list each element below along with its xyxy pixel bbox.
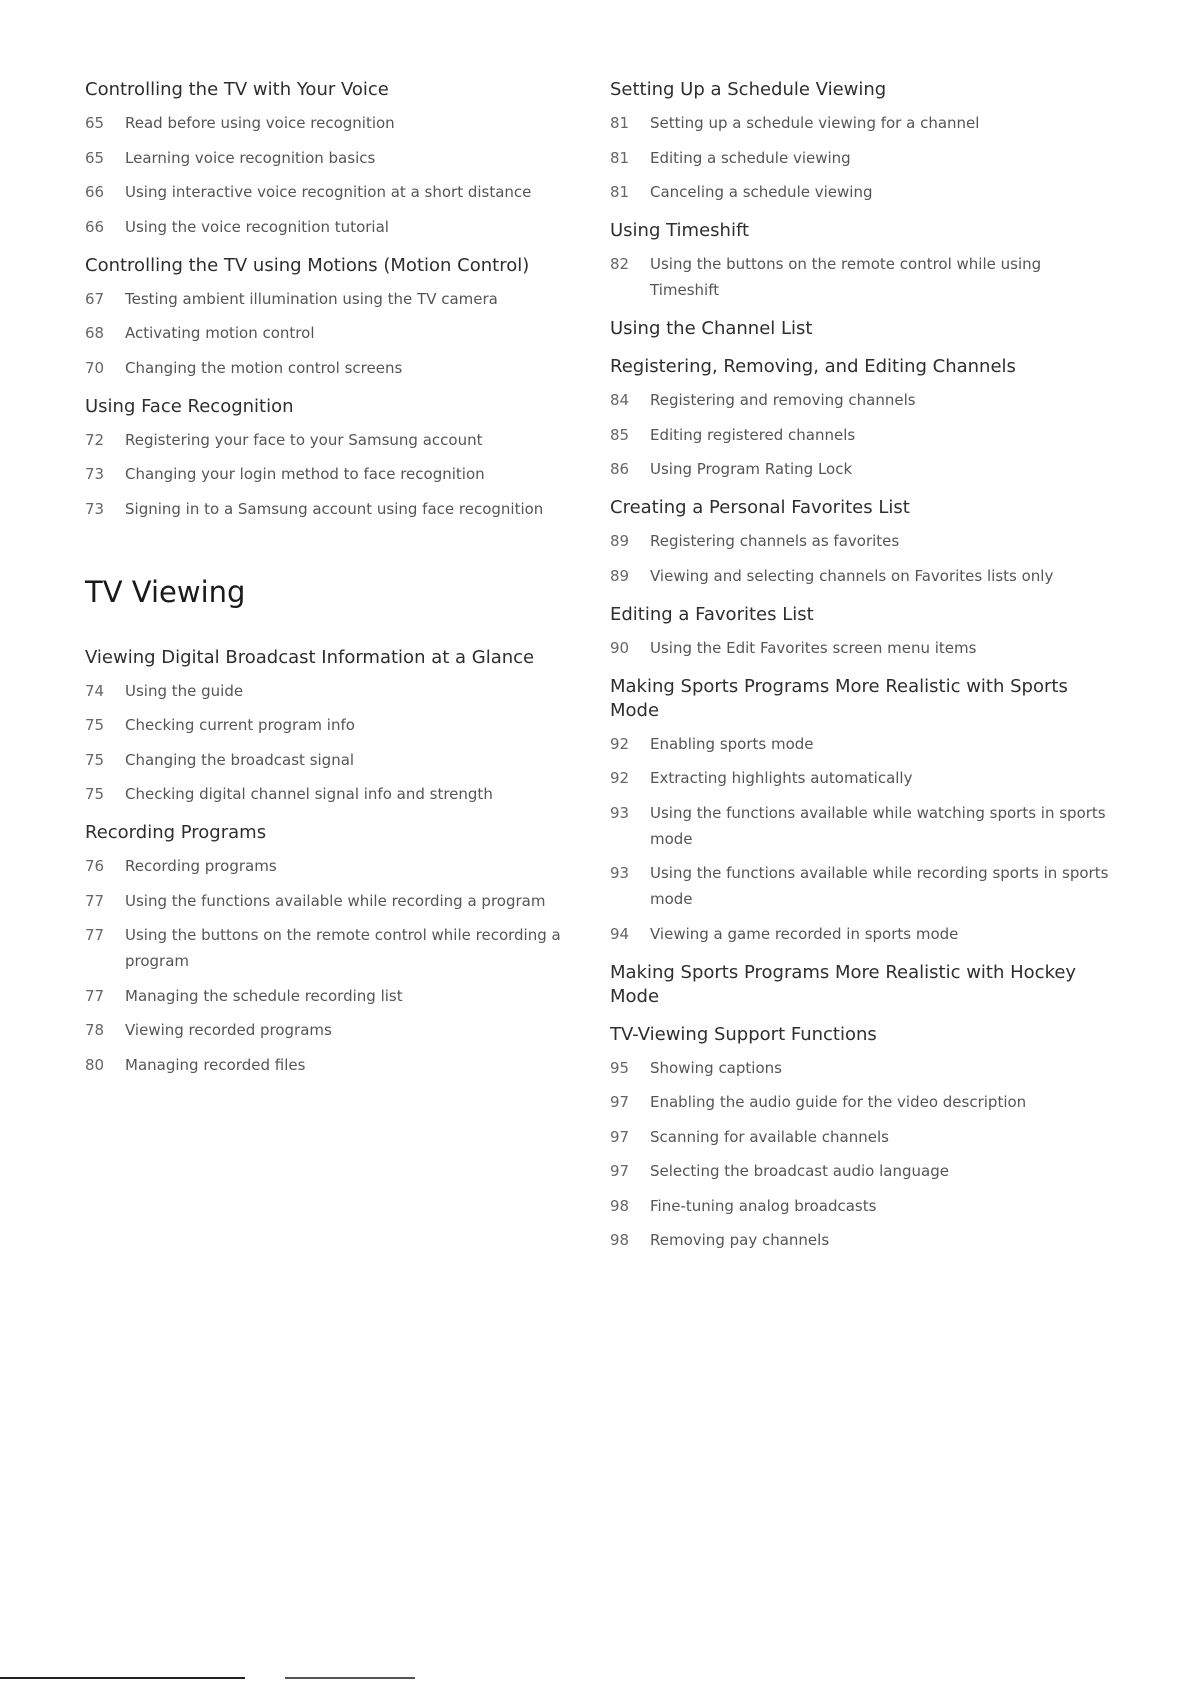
toc-entry[interactable] — [85, 355, 585, 381]
toc-section — [85, 254, 585, 381]
entry-page-number: 75 — [85, 785, 105, 803]
toc-column-left — [85, 78, 585, 1092]
entry-text: Using the voice recognition tutorial — [125, 217, 389, 236]
entry-page-number: 93 — [610, 803, 630, 822]
entry-text: Signing in to a Samsung account using face recognition — [125, 499, 544, 518]
entry-page-number: 72 — [85, 430, 105, 449]
toc-entry[interactable] — [85, 179, 585, 205]
entry-text: Using the guide — [125, 681, 244, 700]
entry-page-number: 85 — [610, 425, 630, 444]
toc-section — [85, 395, 585, 522]
toc-entry[interactable] — [610, 800, 1110, 852]
toc-entry[interactable] — [610, 110, 1110, 136]
entry-text: Using the buttons on the remote control while recording a program — [125, 926, 561, 970]
toc-entry[interactable] — [85, 214, 585, 240]
toc-entry[interactable] — [610, 1089, 1110, 1115]
toc-entry[interactable] — [85, 747, 585, 773]
toc-section — [85, 646, 585, 808]
entry-page-number: 66 — [85, 217, 105, 236]
entry-page-number: 68 — [85, 324, 105, 342]
entry-text: Recording programs — [125, 857, 277, 875]
section-title[interactable]: Viewing Digital Broadcast Information at a Glance — [85, 646, 535, 668]
entry-page-number: 92 — [610, 769, 630, 787]
toc-entry[interactable] — [85, 712, 585, 738]
section-title[interactable]: Making Sports Programs More Realistic with Hockey Mode — [610, 961, 1077, 1007]
entry-page-number: 77 — [85, 986, 105, 1005]
entry-text: Enabling the audio guide for the video description — [650, 1093, 1027, 1111]
entry-page-number: 82 — [610, 255, 630, 273]
toc-entry[interactable] — [610, 1055, 1110, 1081]
toc-entry[interactable] — [610, 422, 1110, 448]
entry-page-number: 75 — [85, 716, 105, 734]
section-title[interactable]: Making Sports Programs More Realistic with Sports Mode — [610, 675, 1068, 721]
entry-text: Scanning for available channels — [650, 1127, 889, 1146]
toc-entry[interactable] — [85, 496, 585, 522]
toc-entry[interactable] — [85, 888, 585, 914]
entry-page-number: 78 — [85, 1021, 105, 1039]
entry-text: Editing registered channels — [650, 425, 856, 444]
entry-page-number: 93 — [610, 864, 630, 882]
toc-entry[interactable] — [610, 635, 1110, 661]
entry-page-number: 77 — [85, 891, 105, 910]
entry-page-number: 65 — [85, 114, 105, 132]
entry-page-number: 77 — [85, 926, 105, 944]
section-title[interactable]: Using Face Recognition — [85, 395, 294, 417]
toc-entry[interactable] — [85, 110, 585, 136]
entry-text: Read before using voice recognition — [125, 114, 395, 132]
entry-text: Using the functions available while recording sports in sports mode — [650, 864, 1109, 908]
toc-entry[interactable] — [85, 922, 585, 974]
section-title[interactable]: Registering, Removing, and Editing Channels — [610, 356, 1016, 377]
toc-section — [610, 1023, 1110, 1254]
entry-page-number: 95 — [610, 1058, 630, 1077]
entry-page-number: 74 — [85, 681, 105, 700]
entry-page-number: 66 — [85, 183, 105, 201]
entry-page-number: 81 — [610, 148, 630, 167]
entry-text: Viewing a game recorded in sports mode — [650, 924, 959, 943]
entry-text: Testing ambient illumination using the TV camera — [125, 289, 498, 308]
toc-section — [85, 78, 585, 240]
entry-page-number: 65 — [85, 148, 105, 167]
section-title[interactable]: Using the Channel List — [610, 318, 813, 339]
entry-text: Changing the broadcast signal — [125, 750, 355, 769]
toc-entry[interactable] — [85, 427, 585, 453]
entry-text: Setting up a schedule viewing for a channel — [650, 114, 980, 132]
toc-section — [610, 961, 1110, 1009]
toc-entry[interactable] — [610, 860, 1110, 912]
entry-text: Changing the motion control screens — [125, 358, 403, 377]
toc-section — [610, 78, 1110, 205]
entry-text: Selecting the broadcast audio language — [650, 1162, 949, 1180]
entry-page-number: 90 — [610, 638, 630, 657]
entry-page-number: 67 — [85, 289, 105, 308]
toc-column-right — [610, 78, 1110, 1267]
entry-page-number: 89 — [610, 566, 630, 585]
entry-text: Registering your face to your Samsung account — [125, 430, 483, 449]
entry-text: Using Program Rating Lock — [650, 460, 853, 478]
section-title[interactable]: TV-Viewing Support Functions — [610, 1023, 877, 1045]
toc-entry[interactable] — [610, 765, 1110, 791]
toc-entry[interactable] — [85, 286, 585, 312]
entry-page-number: 92 — [610, 734, 630, 753]
entry-page-number: 81 — [610, 183, 630, 201]
entry-text: Canceling a schedule viewing — [650, 183, 873, 201]
entry-page-number: 89 — [610, 532, 630, 550]
section-title[interactable]: Creating a Personal Favorites List — [610, 497, 910, 518]
toc-entry[interactable] — [85, 983, 585, 1009]
toc-entry[interactable] — [610, 251, 1110, 303]
entry-text: Using interactive voice recognition at a short distance — [125, 183, 532, 201]
toc-entry[interactable] — [85, 1017, 585, 1043]
toc-section — [610, 675, 1110, 947]
section-title[interactable]: Using Timeshift — [610, 220, 750, 241]
entry-text: Using the Edit Favorites screen menu items — [650, 638, 977, 657]
entry-text: Checking digital channel signal info and strength — [125, 785, 493, 803]
section-title[interactable]: Controlling the TV using Motions (Motion Control) — [85, 254, 530, 276]
toc-entry[interactable] — [610, 1124, 1110, 1150]
toc-entry[interactable] — [85, 853, 585, 879]
entry-page-number: 81 — [610, 114, 630, 132]
section-title[interactable]: Setting Up a Schedule Viewing — [610, 79, 887, 100]
chapter-title: TV Viewing — [85, 574, 246, 609]
entry-text: Extracting highlights automatically — [650, 769, 913, 787]
entry-page-number: 73 — [85, 465, 105, 483]
entry-page-number: 98 — [610, 1231, 630, 1249]
toc-entry[interactable] — [610, 1227, 1110, 1253]
entry-text: Using the functions available while recording a program — [125, 891, 546, 910]
entry-text: Using the functions available while watching sports in sports mode — [650, 803, 1106, 848]
entry-text: Using the buttons on the remote control while using Timeshift — [650, 255, 1042, 299]
toc-entry[interactable] — [610, 1193, 1110, 1219]
entry-text: Checking current program info — [125, 716, 355, 734]
toc-entry[interactable] — [85, 678, 585, 704]
toc-entry[interactable] — [610, 731, 1110, 757]
toc-entry[interactable] — [85, 781, 585, 807]
toc-entry[interactable] — [610, 179, 1110, 205]
entry-text: Managing recorded files — [125, 1055, 306, 1074]
entry-text: Fine-tuning analog broadcasts — [650, 1196, 877, 1215]
entry-text: Removing pay channels — [650, 1231, 830, 1249]
toc-section — [85, 821, 585, 1078]
section-title[interactable]: Editing a Favorites List — [610, 603, 814, 625]
entry-text: Viewing and selecting channels on Favorites lists only — [650, 566, 1054, 585]
entry-page-number: 94 — [610, 924, 630, 943]
toc-entry[interactable] — [610, 528, 1110, 554]
toc-section — [610, 496, 1110, 589]
entry-text: Registering and removing channels — [650, 391, 916, 409]
entry-page-number: 80 — [85, 1055, 105, 1074]
toc-entry[interactable] — [610, 1158, 1110, 1184]
toc-entry[interactable] — [85, 1052, 585, 1078]
section-title[interactable]: Recording Programs — [85, 822, 267, 843]
entry-text: Learning voice recognition basics — [125, 148, 376, 167]
entry-text: Changing your login method to face recognition — [125, 465, 485, 483]
toc-entry[interactable] — [610, 921, 1110, 947]
entry-page-number: 73 — [85, 499, 105, 518]
toc-entry[interactable] — [610, 456, 1110, 482]
entry-page-number: 76 — [85, 857, 105, 875]
entry-text: Registering channels as favorites — [650, 532, 900, 550]
entry-text: Activating motion control — [125, 324, 315, 342]
entry-text: Managing the schedule recording list — [125, 986, 403, 1005]
toc-section — [610, 219, 1110, 303]
entry-text: Viewing recorded programs — [125, 1021, 332, 1039]
entry-page-number: 75 — [85, 750, 105, 769]
toc-section — [610, 355, 1110, 482]
section-title[interactable]: Controlling the TV with Your Voice — [85, 79, 389, 100]
entry-page-number: 86 — [610, 460, 630, 478]
entry-text: Enabling sports mode — [650, 734, 814, 753]
toc-section — [610, 603, 1110, 661]
entry-text: Showing captions — [650, 1058, 782, 1077]
entry-page-number: 97 — [610, 1127, 630, 1146]
toc-entry[interactable] — [610, 145, 1110, 171]
entry-page-number: 97 — [610, 1162, 630, 1180]
footer-rule-short — [285, 1677, 415, 1679]
entry-page-number: 98 — [610, 1196, 630, 1215]
entry-page-number: 97 — [610, 1093, 630, 1111]
toc-entry[interactable] — [85, 145, 585, 171]
entry-text: Editing a schedule viewing — [650, 148, 851, 167]
toc-entry[interactable] — [85, 320, 585, 346]
entry-page-number: 84 — [610, 391, 630, 409]
toc-entry[interactable] — [610, 563, 1110, 589]
toc-entry[interactable] — [85, 461, 585, 487]
toc-section — [610, 317, 1110, 341]
entry-page-number: 70 — [85, 358, 105, 377]
footer-rule — [0, 1677, 245, 1679]
toc-entry[interactable] — [610, 387, 1110, 413]
